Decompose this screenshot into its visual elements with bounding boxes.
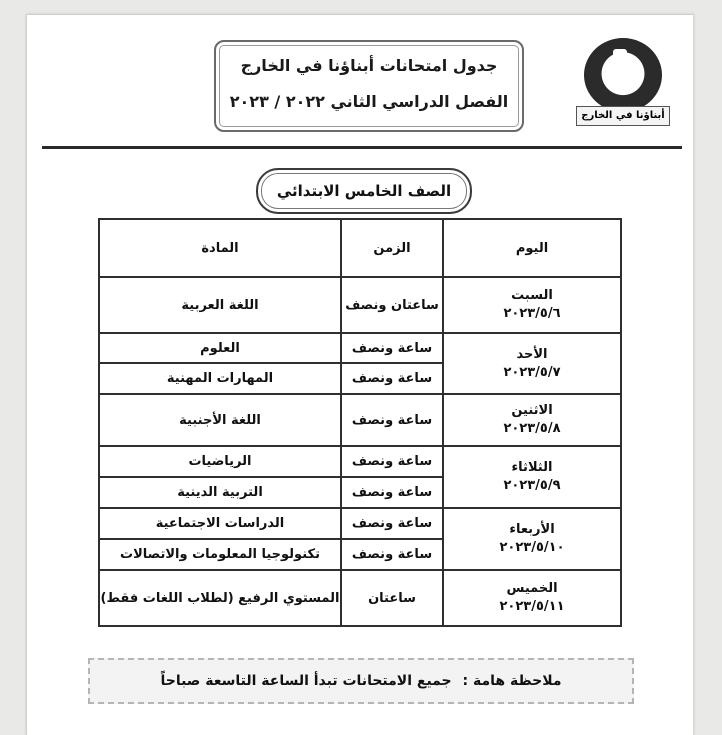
day-cell [443, 333, 621, 394]
day-date: ٢٠٢٣/٥/٨ [503, 421, 561, 436]
table-row [99, 446, 621, 477]
day-cell [443, 277, 621, 333]
time-cell: ساعة ونصف [341, 363, 443, 394]
title-box [214, 40, 524, 132]
day-name: الأربعاء [509, 522, 555, 537]
day-date: ٢٠٢٣/٥/١١ [499, 599, 565, 614]
table-row [99, 333, 621, 363]
subject-cell: المستوي الرفيع (لطلاب اللغات فقط) [99, 570, 341, 626]
note-text: جميع الامتحانات تبدأ الساعة التاسعة صباحاً [160, 673, 452, 689]
subject-cell: الدراسات الاجتماعية [99, 508, 341, 539]
table-row [99, 508, 621, 539]
day-cell [443, 570, 621, 626]
day-cell [443, 446, 621, 508]
time-cell: ساعة ونصف [341, 446, 443, 477]
exam-schedule-table [98, 218, 622, 627]
day-name: الثلاثاء [511, 460, 553, 475]
schedule-title: جدول امتحانات أبناؤنا في الخارج [240, 56, 498, 75]
day-cell [443, 394, 621, 446]
semester-title: الفصل الدراسي الثاني ٢٠٢٢ / ٢٠٢٣ [229, 92, 509, 111]
day-cell [443, 508, 621, 570]
table-row [99, 570, 621, 626]
day-date: ٢٠٢٣/٥/٦ [503, 306, 561, 321]
subject-cell: اللغة العربية [99, 277, 341, 333]
time-cell: ساعة ونصف [341, 508, 443, 539]
subject-cell: العلوم [99, 333, 341, 363]
header-day: اليوم [443, 219, 621, 277]
day-name: الاثنين [511, 403, 553, 418]
subject-cell: اللغة الأجنبية [99, 394, 341, 446]
day-date: ٢٠٢٣/٥/٩ [503, 478, 561, 493]
eagle-emblem-icon [613, 49, 627, 61]
day-name: الأحد [516, 346, 548, 362]
important-note [88, 658, 634, 704]
time-cell: ساعة ونصف [341, 477, 443, 508]
day-date: ٢٠٢٣/٥/١٠ [499, 540, 565, 555]
time-cell: ساعة ونصف [341, 333, 443, 363]
logo-caption: أبناؤنا في الخارج [576, 106, 670, 126]
time-cell: ساعة ونصف [341, 539, 443, 570]
day-name: الخميس [506, 581, 558, 596]
time-cell: ساعتان [341, 570, 443, 626]
ministry-logo-icon [584, 38, 662, 112]
subject-cell: تكنولوجيا المعلومات والاتصالات [99, 539, 341, 570]
grade-label: الصف الخامس الابتدائي [256, 168, 472, 214]
subject-cell: التربية الدينية [99, 477, 341, 508]
subject-cell: المهارات المهنية [99, 363, 341, 394]
note-label: ملاحظة هامة : [462, 673, 562, 689]
time-cell: ساعة ونصف [341, 394, 443, 446]
table-header-row [99, 219, 621, 277]
table-row [99, 394, 621, 446]
header-divider [42, 146, 682, 149]
day-name: السبت [511, 288, 553, 303]
subject-cell: الرياضيات [99, 446, 341, 477]
header-subject: المادة [99, 219, 341, 277]
header-time: الزمن [341, 219, 443, 277]
time-cell: ساعتان ونصف [341, 277, 443, 333]
day-date: ٢٠٢٣/٥/٧ [503, 364, 561, 380]
table-row [99, 277, 621, 333]
